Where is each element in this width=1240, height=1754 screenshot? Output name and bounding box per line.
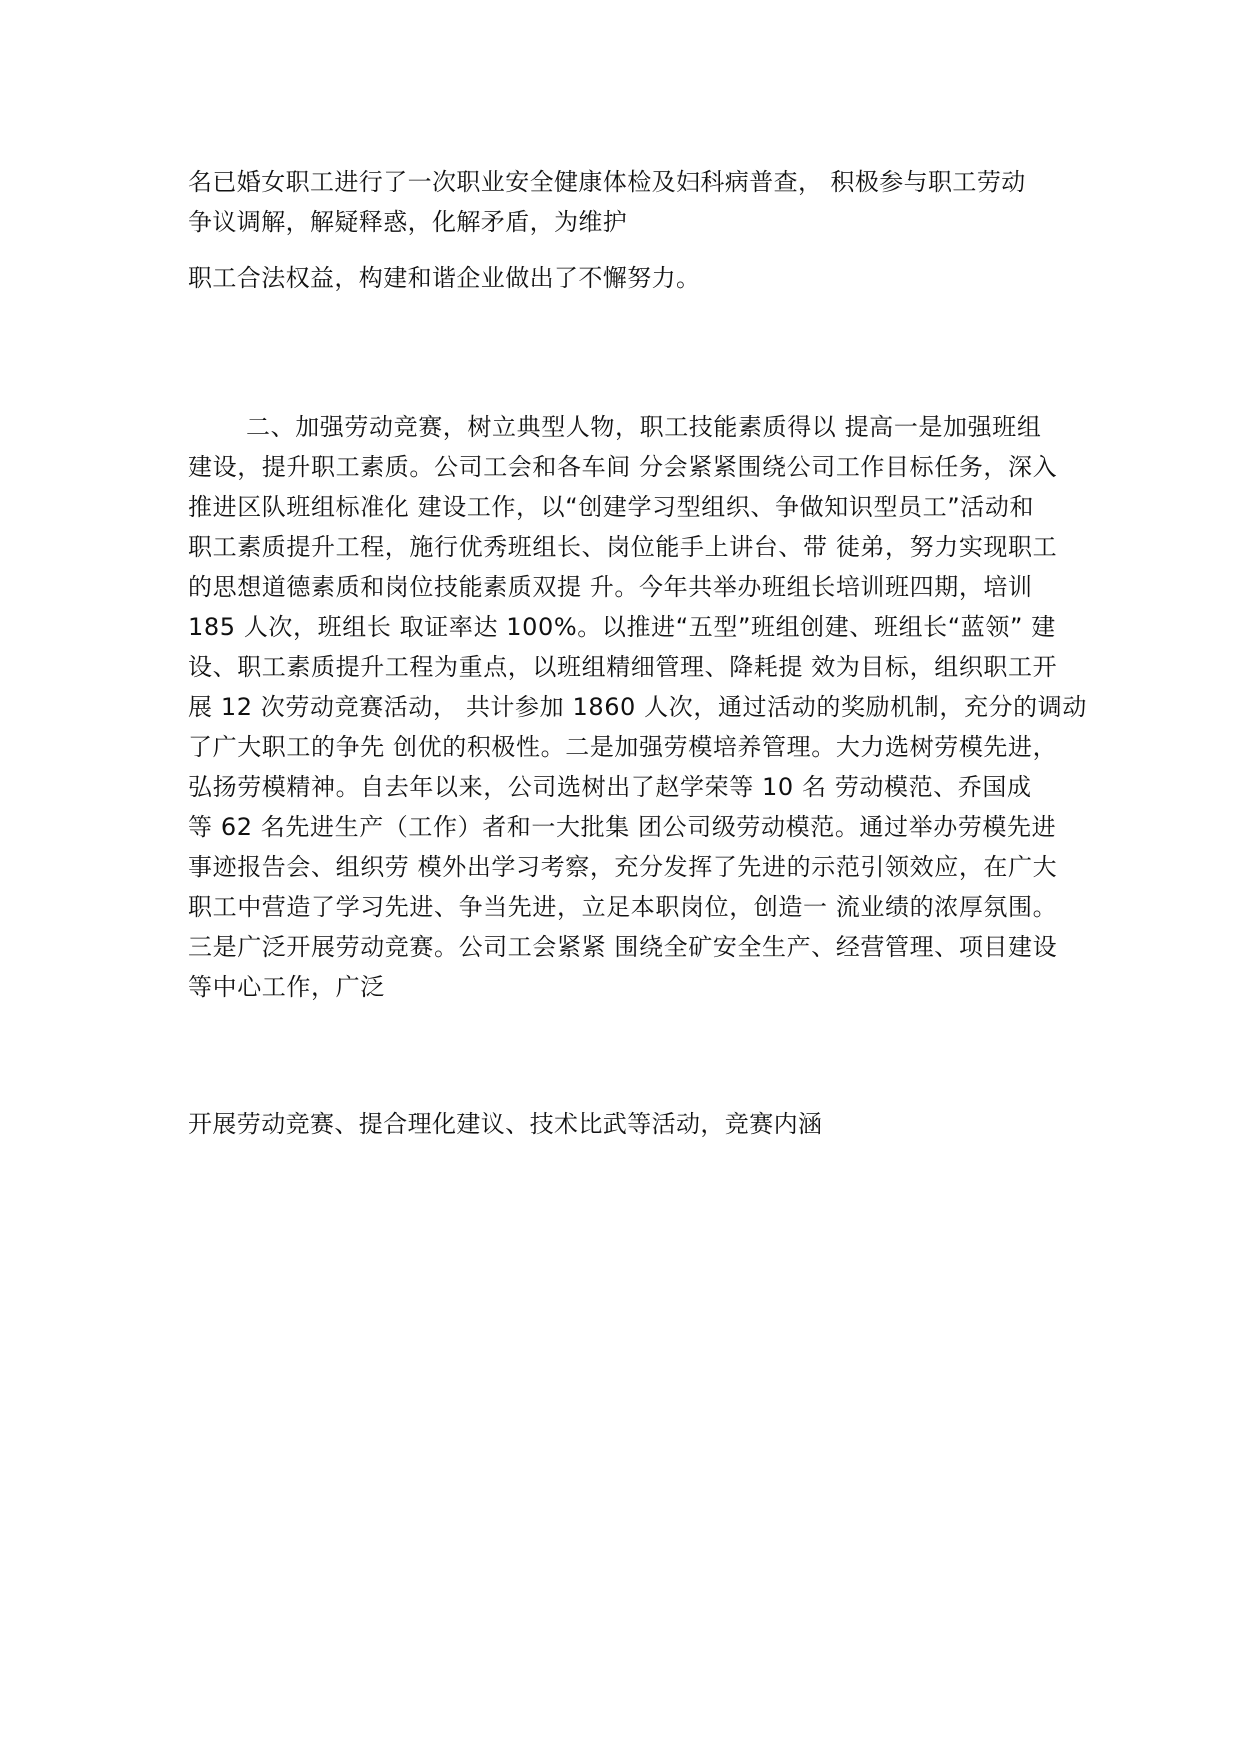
text-line: 了广大职工的争先 创优的积极性。二是加强劳模培养管理。大力选树劳模先进， xyxy=(188,733,1058,761)
text-line: 职工合法权益，构建和谐企业做出了不懈努力。 xyxy=(188,264,701,292)
text-line: 的思想道德素质和岗位技能素质双提 升。今年共举办班组长培训班四期，培训 xyxy=(188,573,1033,601)
text-line: 职工素质提升工程，施行优秀班组长、岗位能手上讲台、带 徒弟，努力实现职工 xyxy=(188,533,1058,561)
text-line: 职工中营造了学习先进、争当先进，立足本职岗位，创造一 流业绩的浓厚氛围。 xyxy=(188,893,1058,921)
text-line: 设、职工素质提升工程为重点，以班组精细管理、降耗提 效为目标，组织职工开 xyxy=(188,653,1058,681)
text-line: 争议调解，解疑释惑，化解矛盾，为维护 xyxy=(188,208,628,236)
text-line: 名已婚女职工进行了一次职业安全健康体检及妇科病普查， 积极参与职工劳动 xyxy=(188,168,1026,196)
text-line: 建设，提升职工素质。公司工会和各车间 分会紧紧围绕公司工作目标任务，深入 xyxy=(188,453,1058,481)
text-line: 事迹报告会、组织劳 模外出学习考察，充分发挥了先进的示范引领效应，在广大 xyxy=(188,853,1058,881)
text-line: 展 12 次劳动竞赛活动， 共计参加 1860 人次，通过活动的奖励机制，充分的调动 xyxy=(188,693,1087,721)
text-line: 二、加强劳动竞赛，树立典型人物，职工技能素质得以 提高一是加强班组 xyxy=(246,413,1042,441)
text-line: 开展劳动竞赛、提合理化建议、技术比武等活动，竞赛内涵 xyxy=(188,1110,823,1138)
text-line: 等 62 名先进生产（工作）者和一大批集 团公司级劳动模范。通过举办劳模先进 xyxy=(188,813,1057,841)
text-line: 等中心工作，广泛 xyxy=(188,973,385,1001)
text-line: 三是广泛开展劳动竞赛。公司工会紧紧 围绕全矿安全生产、经营管理、项目建设 xyxy=(188,933,1058,961)
text-line: 推进区队班组标准化 建设工作，以“创建学习型组织、争做知识型员工”活动和 xyxy=(188,493,1035,521)
text-line: 185 人次，班组长 取证率达 100%。以推进“五型”班组创建、班组长“蓝领” 建 xyxy=(188,613,1056,641)
text-line: 弘扬劳模精神。自去年以来，公司选树出了赵学荣等 10 名 劳动模范、乔国成 xyxy=(188,773,1032,801)
